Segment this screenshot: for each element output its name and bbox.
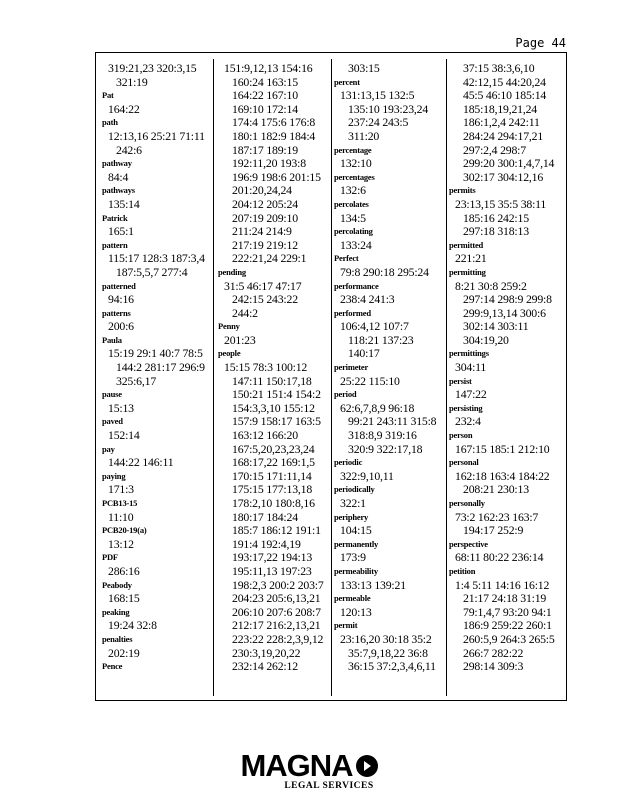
index-frame <box>95 52 567 701</box>
index-page-refs: 322:9,10,11 <box>340 468 394 483</box>
index-page-refs: 298:14 309:3 <box>463 659 524 674</box>
index-page-refs: 164:22 <box>108 101 140 116</box>
index-entry-term: Pat <box>102 90 114 101</box>
index-page-refs: 242:6 <box>116 142 142 157</box>
index-page-refs: 133:13 139:21 <box>340 577 406 592</box>
index-page-refs: 151:9,12,13 154:16 <box>224 62 313 75</box>
index-page-refs: 36:15 37:2,3,4,6,11 <box>348 659 436 674</box>
index-page-refs: 164:22 167:10 <box>232 88 298 103</box>
index-entry-term: perspective <box>449 538 488 549</box>
index-page-refs: 147:11 150:17,18 <box>232 373 312 388</box>
index-page-refs: 194:17 252:9 <box>463 523 524 538</box>
index-entry-term: pending <box>218 266 246 277</box>
index-page-refs: 325:6,17 <box>116 373 157 388</box>
index-entry-term: permittings <box>449 348 489 359</box>
index-page-refs: 175:15 177:13,18 <box>232 482 313 497</box>
index-entry-term: personally <box>449 498 485 508</box>
index-page-refs: 150:21 151:4 154:2 <box>232 387 321 402</box>
index-page-refs: 299:20 300:1,4,7,14 <box>463 156 555 171</box>
index-page-refs: 13:12 <box>108 536 134 551</box>
index-page-refs: 45:5 46:10 185:14 <box>463 88 547 103</box>
index-entry-term: penalties <box>102 633 133 644</box>
logo-wordmark <box>240 748 377 784</box>
index-page-refs: 106:4,12 107:7 <box>340 319 409 334</box>
index-page-refs: 266:7 282:22 <box>463 645 524 660</box>
index-entry-term: paying <box>102 470 126 481</box>
index-entry-term: PCB20-19(a) <box>102 525 147 536</box>
index-page-refs: 118:21 137:23 <box>348 332 414 347</box>
index-page-refs: 11:10 <box>108 509 134 524</box>
index-page-refs: 170:15 171:11,14 <box>232 468 312 483</box>
index-page-refs: 195:11,13 197:23 <box>232 563 312 578</box>
index-entry-term: patterns <box>102 307 131 318</box>
index-page-refs: 201:20,24,24 <box>232 183 292 198</box>
index-entry-term: path <box>102 117 118 128</box>
index-page-refs: 237:24 243:5 <box>348 115 409 130</box>
index-entry-term: persisting <box>449 402 483 413</box>
index-entry-term: Pence <box>102 661 123 672</box>
index-page-refs: 19:24 32:8 <box>108 618 157 633</box>
index-page-refs: 186:1,2,4 242:11 <box>463 115 540 130</box>
index-page-refs: 163:12 166:20 <box>232 428 298 443</box>
index-entry-term: PCB13-15 <box>102 498 138 508</box>
index-entry-term: period <box>334 389 357 400</box>
index-page-refs: 160:24 163:15 <box>232 74 298 89</box>
index-page-refs: 168:17,22 169:1,5 <box>232 455 315 470</box>
index-page-refs: 154:3,3,10 155:12 <box>232 400 315 415</box>
index-page-refs: 132:6 <box>340 183 366 198</box>
index-entry-term: permits <box>449 185 476 196</box>
index-page-refs: 171:3 <box>108 482 134 497</box>
logo-subtitle: LEGAL SERVICES <box>284 781 374 791</box>
index-page-refs: 200:6 <box>108 319 134 334</box>
index-page-refs: 286:16 <box>108 563 140 578</box>
column-divider <box>446 59 447 696</box>
index-page-refs: 12:13,16 25:21 71:11 <box>108 128 205 143</box>
index-page-refs: 297:14 298:9 299:8 <box>463 292 552 307</box>
index-page-refs: 201:23 <box>224 332 256 347</box>
index-page-refs: 222:21,24 229:1 <box>232 251 307 266</box>
index-page-refs: 187:17 189:19 <box>232 142 298 157</box>
index-entry-term: person <box>449 430 473 441</box>
index-page-refs: 15:15 78:3 100:12 <box>224 360 308 375</box>
index-page-refs: 37:15 38:3,6,10 <box>463 62 535 75</box>
index-page-refs: 244:2 <box>232 305 258 320</box>
index-entry-term: PDF <box>102 552 118 563</box>
magna-logo <box>0 748 618 791</box>
index-entry-term: patterned <box>102 280 136 291</box>
index-page-refs: 180:1 182:9 184:4 <box>232 128 316 143</box>
index-page-refs: 144:22 146:11 <box>108 455 174 470</box>
index-page-refs: 302:14 303:11 <box>463 319 529 334</box>
index-page-refs: 178:2,10 180:8,16 <box>232 496 315 510</box>
index-column-4 <box>449 62 565 694</box>
index-entry-term: permeable <box>334 593 371 604</box>
index-entry-term: Paula <box>102 334 122 345</box>
index-page-refs: 31:5 46:17 47:17 <box>224 278 302 293</box>
index-entry-term: peaking <box>102 606 130 617</box>
index-entry-term: periodically <box>334 484 375 495</box>
index-page-refs: 167:15 185:1 212:10 <box>455 441 550 456</box>
index-page-refs: 223:22 228:2,3,9,12 <box>232 631 324 646</box>
index-entry-term: paved <box>102 416 123 427</box>
index-page-refs: 242:15 243:22 <box>232 292 298 307</box>
index-page-refs: 167:5,20,23,23,24 <box>232 441 315 456</box>
index-entry-term: percolating <box>334 226 373 237</box>
index-page-refs: 304:11 <box>455 360 487 375</box>
index-entry-term: perimeter <box>334 362 369 373</box>
index-column-2 <box>218 62 330 694</box>
index-column-1 <box>102 62 214 694</box>
index-page-refs: 174:4 175:6 176:8 <box>232 115 316 130</box>
index-entry-term: pattern <box>102 239 128 250</box>
index-page-refs: 311:20 <box>348 128 380 143</box>
index-page-refs: 208:21 230:13 <box>463 482 529 497</box>
index-page-refs: 120:13 <box>340 604 372 619</box>
index-page-refs: 299:9,13,14 300:6 <box>463 305 546 320</box>
index-entry-term: people <box>218 348 241 359</box>
column-divider <box>331 59 332 696</box>
index-entry-term: periphery <box>334 511 369 522</box>
index-entry-term: permitted <box>449 239 484 250</box>
index-entry-term: permitting <box>449 266 486 277</box>
index-page-refs: 319:21,23 320:3,15 <box>108 62 197 75</box>
index-page-refs: 144:2 281:17 296:9 <box>116 360 205 375</box>
index-page-refs: 196:9 198:6 201:15 <box>232 169 321 184</box>
index-entry-term: permit <box>334 620 358 631</box>
index-page-refs: 147:22 <box>455 387 487 402</box>
index-page-refs: 99:21 243:11 315:8 <box>348 414 437 429</box>
index-page-refs: 211:24 214:9 <box>232 224 292 239</box>
index-page-refs: 173:9 <box>340 550 366 565</box>
index-page-refs: 94:16 <box>108 292 134 307</box>
index-page-refs: 204:12 205:24 <box>232 196 298 211</box>
index-page-refs: 68:11 80:22 236:14 <box>455 550 544 565</box>
index-page-refs: 297:2,4 298:7 <box>463 142 526 157</box>
index-entry-term: performed <box>334 307 371 318</box>
index-page-refs: 260:5,9 264:3 265:5 <box>463 631 555 646</box>
index-page-refs: 206:10 207:6 208:7 <box>232 604 321 619</box>
chevron-circle-icon <box>356 755 378 777</box>
index-page-refs: 232:14 262:12 <box>232 659 298 674</box>
index-page-refs: 132:10 <box>340 156 372 171</box>
index-entry-term: Penny <box>218 321 240 332</box>
index-page-refs: 303:15 <box>348 62 380 75</box>
index-page-refs: 8:21 30:8 259:2 <box>455 278 527 293</box>
index-page-refs: 204:23 205:6,13,21 <box>232 591 321 606</box>
index-page-refs: 134:5 <box>340 210 366 225</box>
index-entry-term: permanently <box>334 538 379 549</box>
index-page-refs: 207:19 209:10 <box>232 210 298 225</box>
index-page-refs: 35:7,9,18,22 36:8 <box>348 645 428 660</box>
index-page-refs: 198:2,3 200:2 203:7 <box>232 577 324 592</box>
index-page-refs: 232:4 <box>455 414 481 429</box>
index-page-refs: 84:4 <box>108 169 129 184</box>
index-entry-term: percolates <box>334 198 369 209</box>
index-page-refs: 322:1 <box>340 496 366 510</box>
index-page-refs: 187:5,5,7 277:4 <box>116 264 188 279</box>
index-page-refs: 73:2 162:23 163:7 <box>455 509 539 524</box>
index-entry-term: personal <box>449 457 479 468</box>
index-entry-term: persist <box>449 375 472 386</box>
index-page-refs: 135:10 193:23,24 <box>348 101 429 116</box>
index-page-refs: 193:17,22 194:13 <box>232 550 313 565</box>
index-page-refs: 192:11,20 193:8 <box>232 156 306 171</box>
index-page-refs: 230:3,19,20,22 <box>232 645 301 660</box>
index-page-refs: 23:13,15 35:5 38:11 <box>455 196 547 211</box>
index-entry-term: percentages <box>334 171 375 182</box>
index-page-refs: 62:6,7,8,9 96:18 <box>340 400 415 415</box>
index-entry-term: Peabody <box>102 579 132 590</box>
index-page-refs: 180:17 184:24 <box>232 509 298 524</box>
index-page-refs: 321:19 <box>116 74 148 89</box>
index-page-refs: 25:22 115:10 <box>340 373 400 388</box>
index-entry-term: pathways <box>102 185 135 196</box>
index-page-refs: 131:13,15 132:5 <box>340 88 415 103</box>
index-page-refs: 133:24 <box>340 237 372 252</box>
index-page-refs: 140:17 <box>348 346 380 361</box>
index-entry-term: pause <box>102 389 122 400</box>
index-page-refs: 152:14 <box>108 428 140 443</box>
index-entry-term: percent <box>334 76 360 87</box>
index-page-refs: 157:9 158:17 163:5 <box>232 414 321 429</box>
index-page-refs: 165:1 <box>108 224 134 239</box>
index-page-refs: 185:7 186:12 191:1 <box>232 523 321 538</box>
index-entry-term: Patrick <box>102 212 128 223</box>
index-page-refs: 1:4 5:11 14:16 16:12 <box>455 577 550 592</box>
index-page-refs: 168:15 <box>108 591 140 606</box>
column-divider <box>213 59 214 696</box>
index-page-refs: 238:4 241:3 <box>340 292 395 307</box>
index-page-refs: 79:1,4,7 93:20 94:1 <box>463 604 552 619</box>
index-page-refs: 202:19 <box>108 645 140 660</box>
index-page-refs: 212:17 216:2,13,21 <box>232 618 321 633</box>
index-page-refs: 185:18,19,21,24 <box>463 101 538 116</box>
index-page-refs: 185:16 242:15 <box>463 210 529 225</box>
index-page-refs: 191:4 192:4,19 <box>232 536 301 551</box>
page-number-label: Page 44 <box>515 36 566 50</box>
index-entry-term: performance <box>334 280 379 291</box>
index-entry-term: percentage <box>334 144 372 155</box>
index-page-refs: 115:17 128:3 187:3,4 <box>108 251 205 266</box>
index-entry-term: pay <box>102 443 115 454</box>
index-entry-term: pathway <box>102 158 132 169</box>
index-column-3 <box>334 62 444 694</box>
index-page-refs: 104:15 <box>340 523 372 538</box>
index-entry-term: permeability <box>334 565 378 576</box>
index-entry-term: petition <box>449 565 476 576</box>
index-page-refs: 320:9 322:17,18 <box>348 441 423 456</box>
index-page-refs: 79:8 290:18 295:24 <box>340 264 429 279</box>
index-page-refs: 135:14 <box>108 196 140 211</box>
index-page-refs: 162:18 163:4 184:22 <box>455 468 550 483</box>
index-page-refs: 15:13 <box>108 400 134 415</box>
index-page-refs: 217:19 219:12 <box>232 237 298 252</box>
index-entry-term: Perfect <box>334 253 359 264</box>
index-page-refs: 304:19,20 <box>463 332 509 347</box>
index-page-refs: 42:12,15 44:20,24 <box>463 74 546 89</box>
index-page-refs: 297:18 318:13 <box>463 224 529 239</box>
index-page-refs: 221:21 <box>455 251 487 266</box>
index-page-refs: 21:17 24:18 31:19 <box>463 591 547 606</box>
logo-word-text: MAGNA <box>240 748 353 783</box>
index-page-refs: 284:24 294:17,21 <box>463 128 544 143</box>
index-page-refs: 318:8,9 319:16 <box>348 428 417 443</box>
index-page-refs: 302:17 304:12,16 <box>463 169 544 184</box>
index-page-refs: 15:19 29:1 40:7 78:5 <box>108 346 203 361</box>
index-page-refs: 186:9 259:22 260:1 <box>463 618 552 633</box>
index-page-refs: 23:16,20 30:18 35:2 <box>340 631 432 646</box>
index-entry-term: periodic <box>334 457 363 468</box>
index-page-refs: 169:10 172:14 <box>232 101 298 116</box>
